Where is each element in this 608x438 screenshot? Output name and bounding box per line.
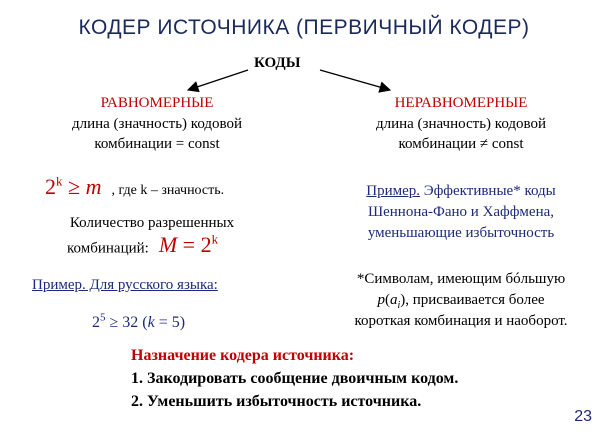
arrow-right (320, 70, 390, 90)
russian-example-prefix: Пример. (32, 277, 86, 293)
formula-note: , где k – значность. (111, 183, 225, 199)
codes-label: КОДЫ (254, 55, 301, 71)
russian-example-result: $2^5 \ge 32$ (k = 5) (92, 312, 186, 332)
nonuniform-heading: НЕРАВНОМЕРНЫЕ (394, 95, 528, 111)
uniform-desc-line1: длина (значность) кодовой (71, 116, 243, 132)
effective-codes-line1 (326, 181, 596, 201)
effective-codes-text: Эффективные* коды (420, 183, 556, 199)
arrow-left (188, 70, 248, 90)
allowed-count-line1: Количество разрешенных (69, 215, 235, 231)
uniform-formula-row (45, 174, 224, 200)
allowed-count-row (67, 232, 218, 258)
nonuniform-desc-line2: комбинации ≠ const (398, 136, 524, 152)
uniform-formula: $2^k \ge m$ (45, 174, 102, 200)
effective-codes-line3: уменьшающие избыточность (367, 225, 555, 241)
uniform-heading: РАВНОМЕРНЫЕ (100, 95, 214, 111)
note-line2: $p(a_i)$, присваивается более (377, 292, 545, 311)
russian-example (32, 277, 218, 294)
page-title: КОДЕР ИСТОЧНИКА (ПЕРВИЧНЫЙ КОДЕР) (78, 16, 530, 39)
effective-codes-prefix: Пример. (366, 183, 421, 199)
note-line3: короткая комбинация и наоборот. (354, 313, 568, 329)
effective-codes-line2: Шеннона-Фано и Хаффмена, (367, 204, 554, 220)
uniform-desc-line2: комбинации = const (94, 136, 220, 152)
nonuniform-desc-line1: длина (значность) кодовой (375, 116, 547, 132)
russian-example-text: Для русского языка: (85, 277, 218, 293)
purpose-item-2: 2. Уменьшить избыточность источника. (131, 393, 422, 410)
purpose-item-1: 1. Закодировать сообщение двоичным кодом. (131, 370, 459, 387)
page-number: 23 (574, 408, 592, 425)
note-line1: *Символам, имеющим бóльшую (356, 271, 566, 287)
count-formula: $M = 2^k$ (158, 232, 219, 258)
purpose-heading: Назначение кодера источника: (131, 347, 355, 364)
allowed-count-line2: комбинаций: (67, 240, 149, 257)
